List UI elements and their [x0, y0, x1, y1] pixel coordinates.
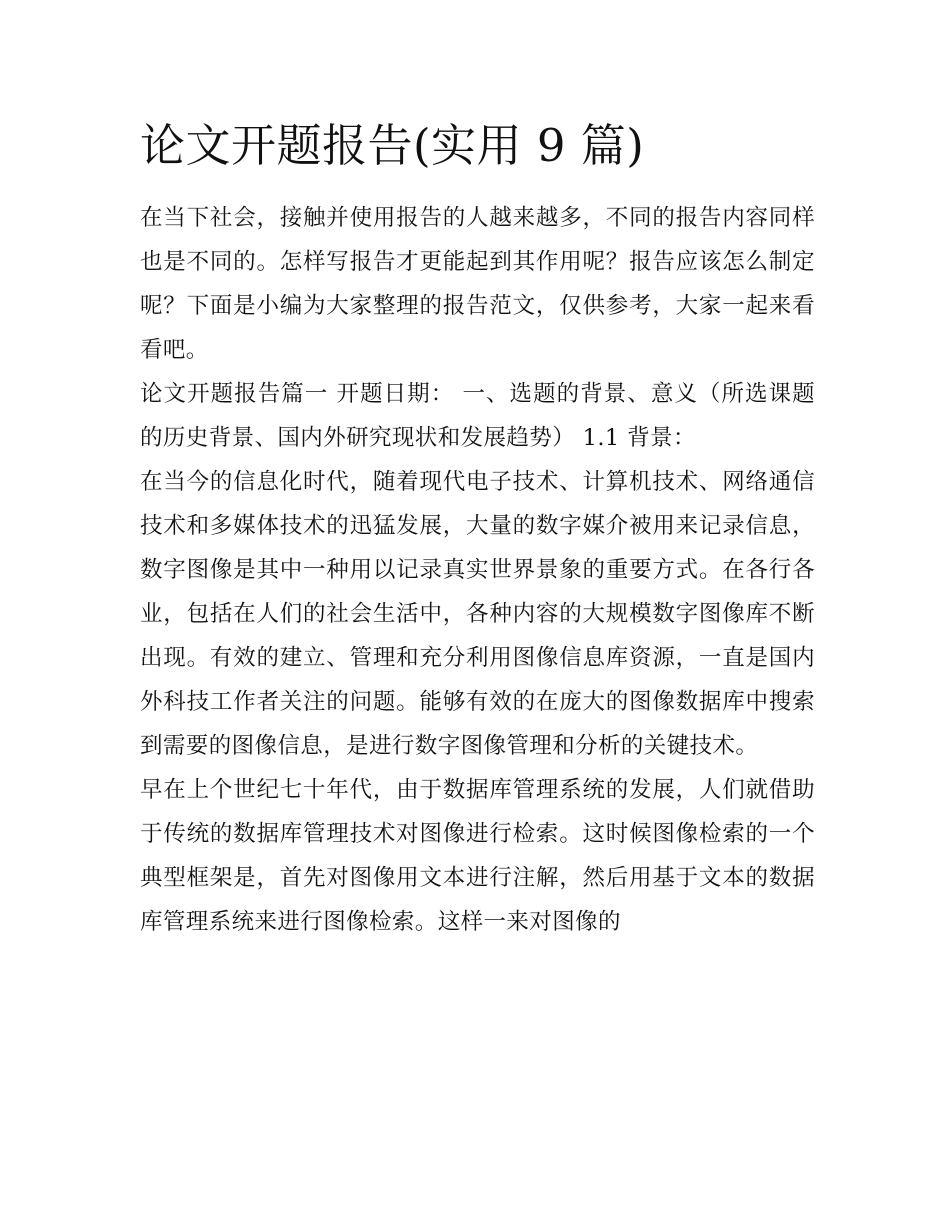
background-paragraph: 在当今的信息化时代，随着现代电子技术、计算机技术、网络通信技术和多媒体技术的迅猛发展，大量的数字媒介被用来记录信息，数字图像是其中一种用以记录真实世界景象的重要方式。在各行各业，包括在人们的社会生活中，各种内容的大规模数字图像库不断出现。有效的建立、管理和充分利用图像信息库资源，一直是国内外科技工作者关注的问题。能够有效的在庞大的图像数据库中搜索到需要的图像信息，是进行数字图像管理和分析的关键技术。 — [140, 469, 815, 759]
document-body — [140, 196, 815, 944]
document-page — [140, 0, 815, 944]
intro-paragraph: 在当下社会，接触并使用报告的人越来越多，不同的报告内容同样也是不同的。怎样写报告才更能起到其作用呢？报告应该怎么制定呢？下面是小编为大家整理的报告范文，仅供参考，大家一起来看看吧。 — [140, 205, 815, 363]
document-title: 论文开题报告(实用 9 篇) — [140, 119, 645, 172]
section-heading-paragraph: 论文开题报告篇一 开题日期： 一、选题的背景、意义（所选课题的历史背景、国内外研究现状和发展趋势） 1.1 背景： — [140, 381, 815, 451]
history-paragraph: 早在上个世纪七十年代，由于数据库管理系统的发展，人们就借助于传统的数据库管理技术对图像进行检索。这时候图像检索的一个典型框架是，首先对图像用文本进行注解，然后用基于文本的数据库管理系统来进行图像检索。这样一来对图像的 — [140, 777, 815, 935]
